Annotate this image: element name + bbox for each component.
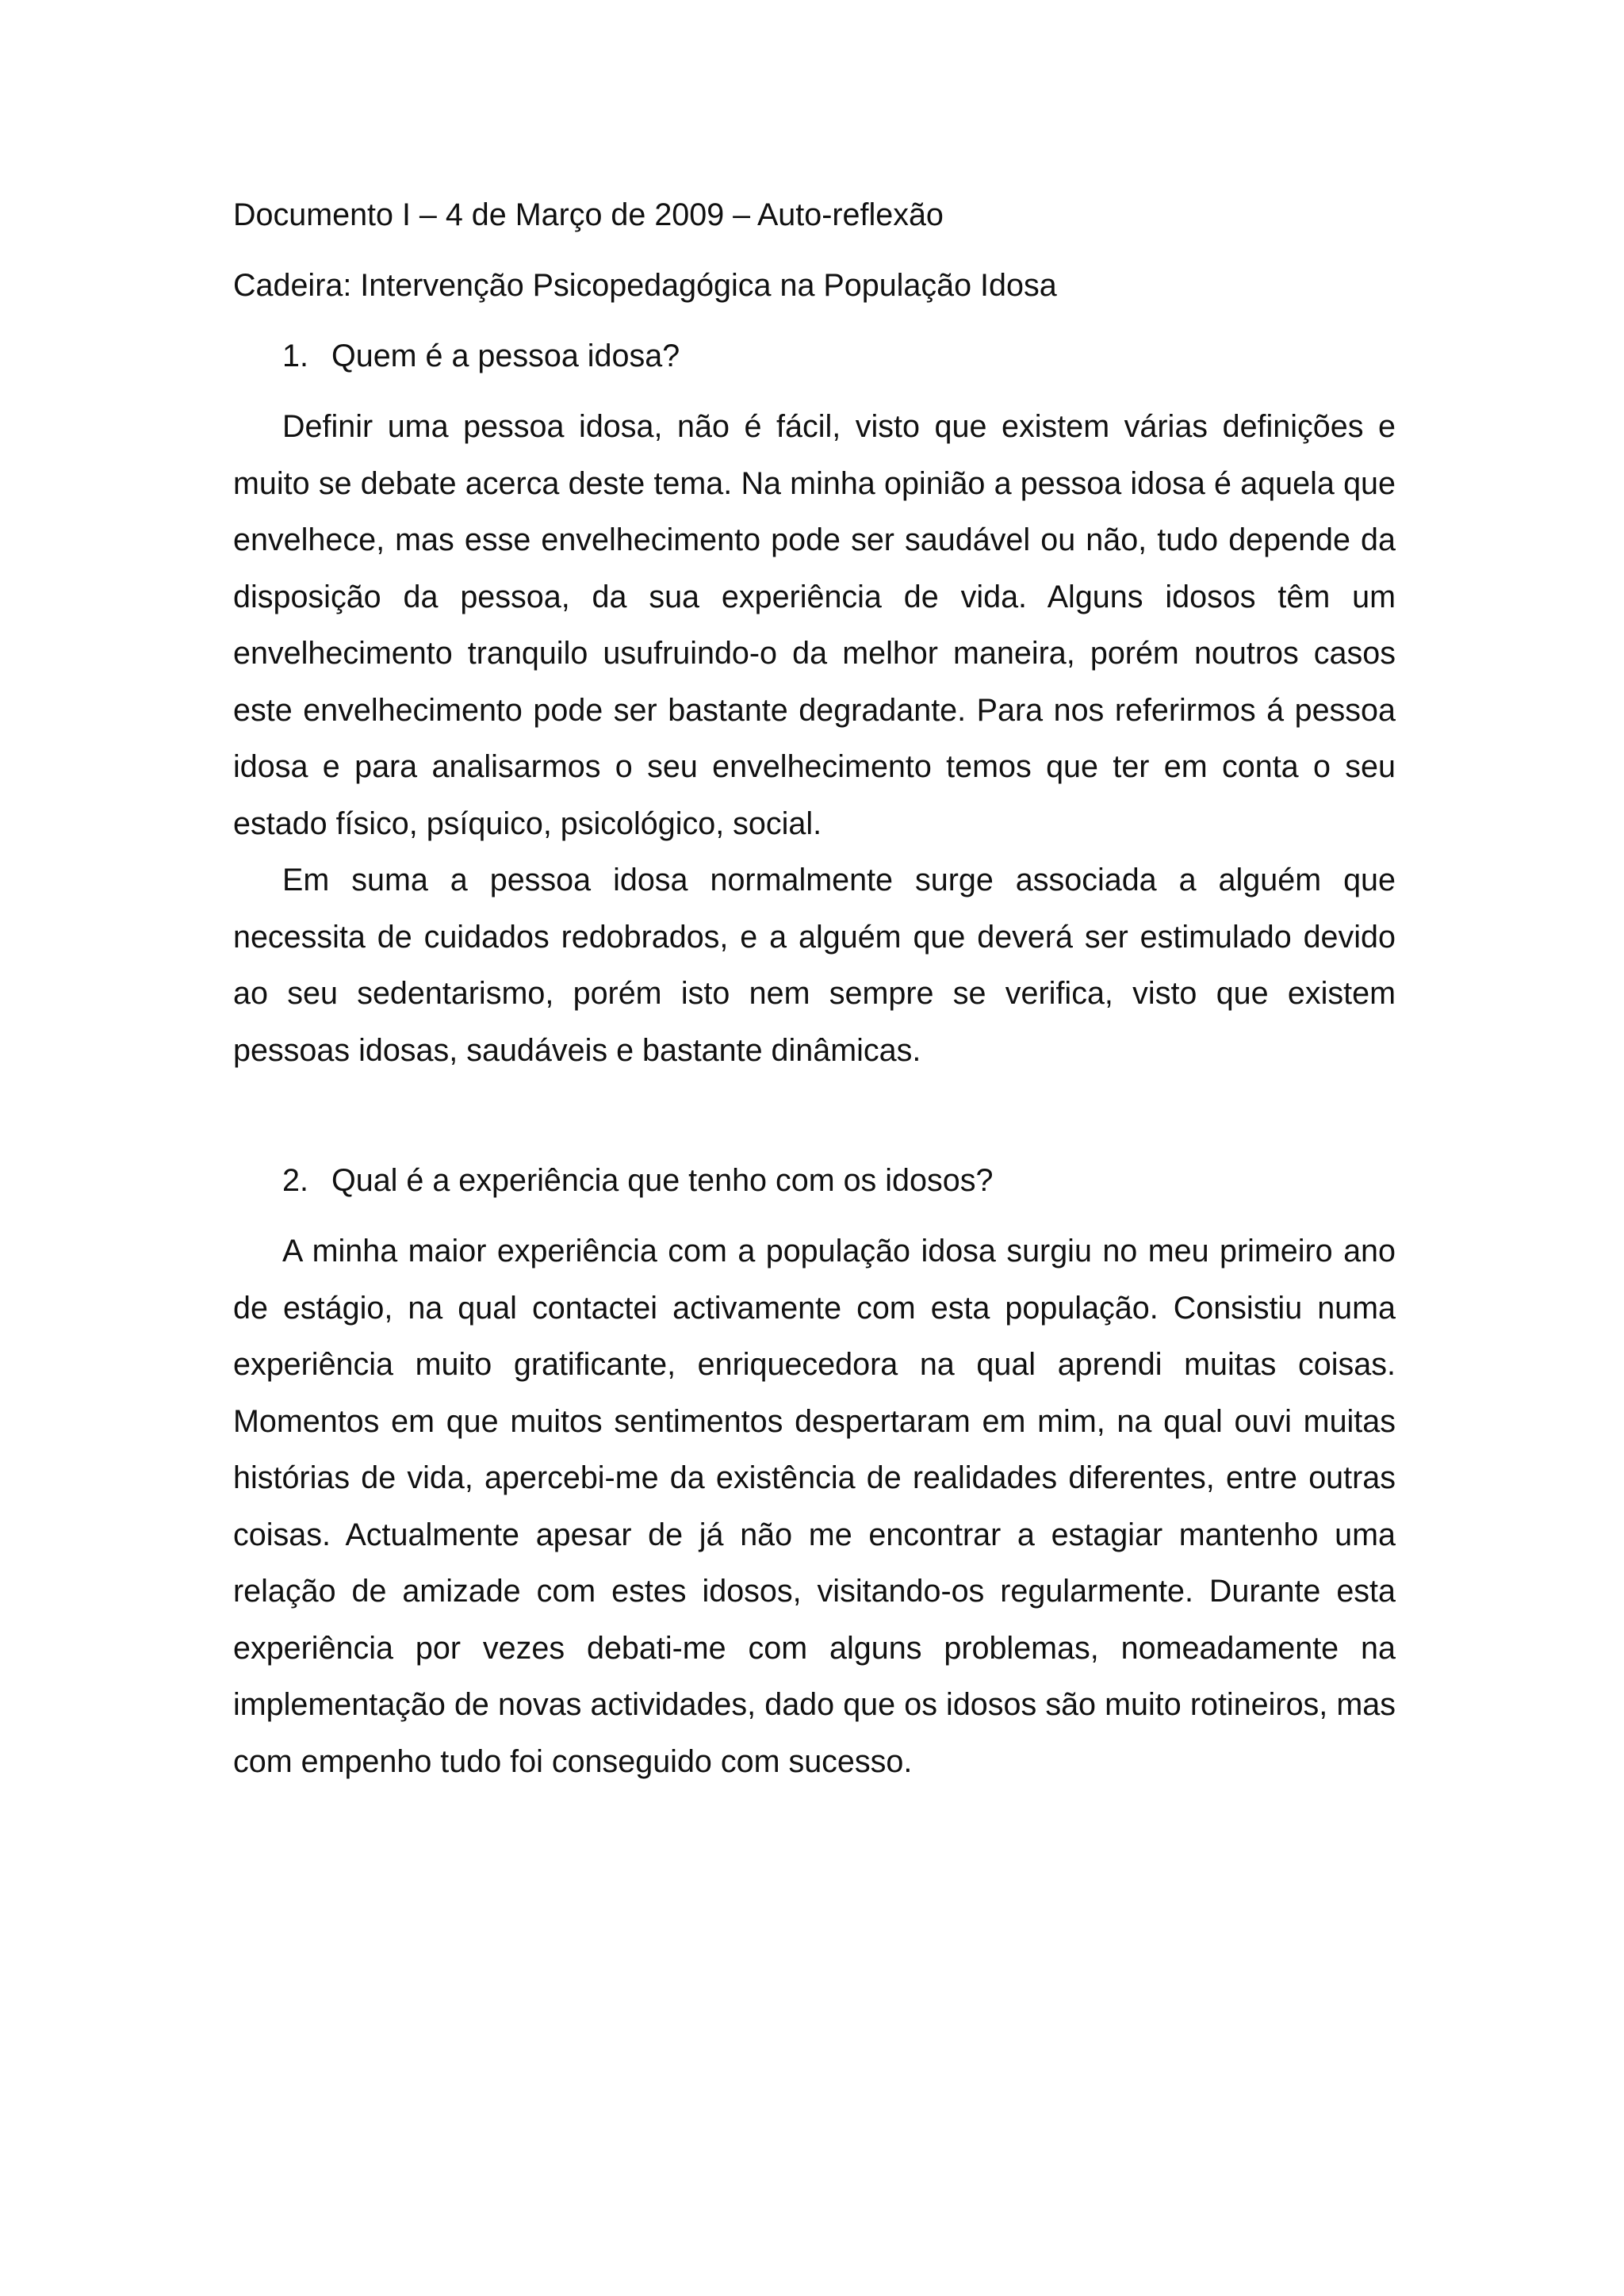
document-body [233, 187, 1396, 1790]
section-1-number: 1. [282, 339, 308, 373]
section-2-question: Qual é a experiência que tenho com os idosos? [331, 1163, 994, 1198]
section-2-number: 2. [282, 1163, 308, 1198]
section-1 [233, 328, 1396, 1079]
section-1-paragraph-1: Definir uma pessoa idosa, não é fácil, visto que existem várias definições e muito se debate acerca deste tema. Na minha opinião a pessoa idosa é aquela que envelhece, mas esse envelhecimento pode ser saudável ou não, tudo depende da disposição da pessoa, da sua experiência de vida. Alguns idosos têm um envelhecimento tranquilo usufruindo-o da melhor maneira, porém noutros casos este envelhecimento pode ser bastante degradante. Para nos referirmos á pessoa idosa e para analisarmos o seu envelhecimento temos que ter em conta o seu estado físico, psíquico, psicológico, social. [233, 409, 1396, 841]
section-2-paragraph-1: A minha maior experiência com a população idosa surgiu no meu primeiro ano de estágio, na qual contactei activamente com esta população. Consistiu numa experiência muito gratificante, enriquecedora na qual aprendi muitas coisas. Momentos em que muitos sentimentos despertaram em mim, na qual ouvi muitas histórias de vida, apercebi-me da existência de realidades diferentes, entre outras coisas. Actualmente apesar de já não me encontrar a estagiar mantenho uma relação de amizade com estes idosos, visitando-os regularmente. Durante esta experiência por vezes debati-me com alguns problemas, nomeadamente na implementação de novas actividades, dado que os idosos são muito rotineiros, mas com empenho tudo foi conseguido com sucesso. [233, 1234, 1396, 1779]
section-2 [233, 1153, 1396, 1790]
section-1-paragraph-2: Em suma a pessoa idosa normalmente surge associada a alguém que necessita de cuidados redobrados, e a alguém que deverá ser estimulado devido ao seu sedentarismo, porém isto nem sempre se verifica, visto que existem pessoas idosas, saudáveis e bastante dinâmicas. [233, 863, 1396, 1068]
course-title: Cadeira: Intervenção Psicopedagógica na População Idosa [233, 268, 1057, 303]
section-2-heading [233, 1153, 1396, 1209]
document-header: Documento I – 4 de Março de 2009 – Auto-reflexão [233, 197, 944, 232]
section-1-heading [233, 328, 1396, 385]
section-1-question: Quem é a pessoa idosa? [331, 339, 680, 373]
